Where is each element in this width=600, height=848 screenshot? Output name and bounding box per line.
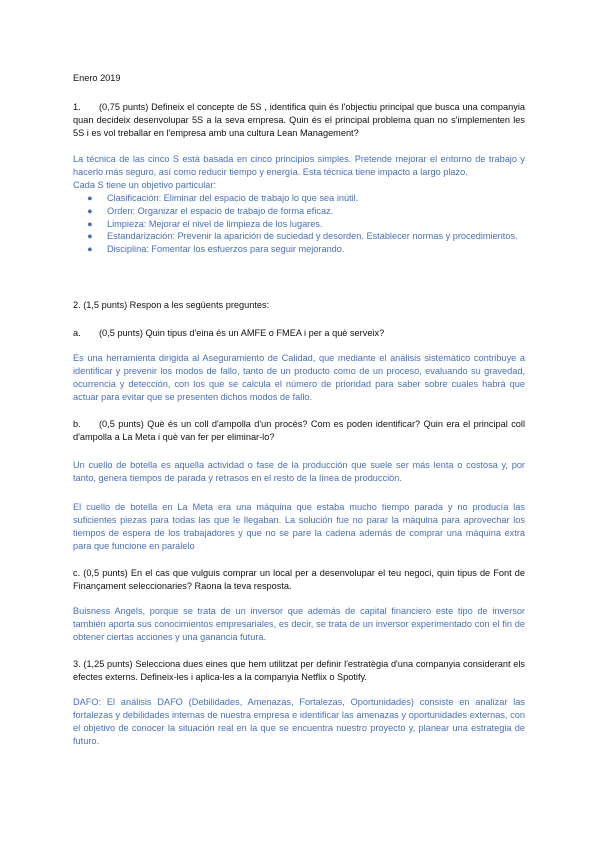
question-2b-label: b. [73, 419, 81, 429]
question-1-number: 1. [73, 102, 81, 112]
question-1-points: (0,75 punts) [99, 102, 149, 112]
question-2: 2. (1,5 punts) Respon a les següents preguntes: [73, 300, 270, 310]
answer-1-list [73, 192, 525, 257]
question-2c: c. (0,5 punts) En el cas que vulguis comprar un local per a desenvolupar el teu negoci, quin tipus de Font de Finançament seleccionaries? Raona la teva resposta. [73, 568, 525, 591]
question-2a-text: (0,5 punts) Quin tipus d'eina és un AMFE o FMEA i per a què serveix? [99, 328, 385, 338]
document-date: Enero 2019 [73, 73, 121, 83]
question-3: 3. (1,25 punts) Selecciona dues eines que hem utilitzat per definir l'estratègia d'una companyia considerant els efectes externs. Defineix-les i aplica-les a la companyia Netflix o Spotify. [73, 659, 525, 682]
answer-3: DAFO: El análisis DAFO (Debilidades, Amenazas, Fortalezas, Oportunidades) consiste en analizar las fortalezas y debilidades internas de nuestra empresa e identificar las amenazas y oportunidades externas, con el objetivo de conocer la situación real en la que se encuentra nuestro proyecto y, planear una estrategia de futuro. [73, 697, 525, 746]
list-item: ● Limpieza: Mejorar el nivel de limpieza de los lugares. [87, 218, 323, 229]
question-2b-text: (0,5 punts) Què és un coll d'ampolla d'un procés? Com es poden identificar? Quin era el principal coll d'ampolla a La Meta i què van fer per eliminar-lo? [73, 419, 525, 442]
answer-1 [73, 153, 525, 256]
question-1-text: Defineix el concepte de 5S , identifica quin és l'objectiu principal que busca una companyia quan decideix desenvolupar 5S a la seva empresa. Quin és el principal problema quan no s'implementen les 5S i es vol treballar en l'empresa amb una cultura Lean Management? [73, 102, 525, 138]
answer-2a: Es una herramienta dirigida al Aseguramiento de Calidad, que mediante el análisis sistemático contribuye a identificar y prevenir los modos de fallo, tanto de un producto como de un proceso, evaluando su gravedad, ocurrencia y detección, con los que se calcula el número de prioridad para saber sobre cuales habrá que actuar para evitar que se presenten dichos modos de fallo. [73, 353, 525, 402]
list-item: ● Disciplina: Fomentar los esfuerzos para seguir mejorando. [87, 244, 345, 255]
question-1 [73, 101, 525, 140]
answer-1-lead: Cada S tiene un objetivo particular: [73, 179, 217, 190]
bullet-icon: ● [87, 231, 93, 242]
bullet-icon: ● [87, 205, 93, 216]
bullet-icon: ● [87, 244, 93, 255]
bullet-icon: ● [87, 192, 93, 203]
answer-1-intro: La técnica de las cinco S está basada en cinco principios simples. Pretende mejorar el entorno de trabajo y hacerlo más seguro, así como reducir tiempo y energía. Esta técnica tiene impacto a largo plazo. [73, 154, 525, 177]
list-item: ● Estandarización: Prevenir la aparición de suciedad y desorden. Establecer normas y procedimientos. [87, 231, 518, 242]
question-2a [73, 327, 525, 340]
list-item: ● Clasificación: Eliminar del espacio de trabajo lo que sea inútil. [87, 192, 359, 203]
answer-2b-definition: Un cuello de botella es aquella actividad o fase de la producción que suele ser más lenta o costosa y, por tanto, genera tiempos de parada y retrasos en el resto de la línea de producción. [73, 460, 525, 483]
bullet-icon: ● [87, 218, 93, 229]
answer-2b-la-meta: El cuello de botella en La Meta era una máquina que estaba mucho tiempo parada y no producía las suficientes piezas para todas las que le llegaban. La solución fue no parar la máquina para aprovechar los tiempos de espera de los trabajadores y que no se pare la cadena además de comprar una máquina extra para que funcione en paralelo [73, 502, 525, 551]
question-2a-label: a. [73, 328, 81, 338]
question-2b [73, 418, 525, 444]
answer-2c: Buisness Angels, porque se trata de un inversor que además de capital financiero este tipo de inversor también aporta sus conocimientos empresariales, es decir, se trata de un inversor experimentado con el fin de obtener ciertas acciones y una ganancia futura. [73, 606, 525, 642]
list-item: ● Orden: Organizar el espacio de trabajo de forma eficaz. [87, 205, 334, 216]
